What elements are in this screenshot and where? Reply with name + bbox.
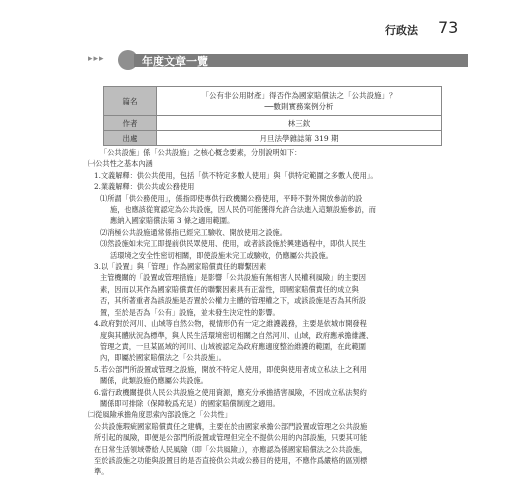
body-line: 否，其所著重者為該設施是否置於公權力主體的管理權之下，或該設施是否為其所設: [100, 296, 366, 306]
body-line: 準。: [94, 467, 109, 477]
page-header: [0, 18, 520, 42]
body-line: 度與其體狀況為標準，與人民生活環境密切相關之自然河川、山域，政府應承擔維護、: [100, 330, 374, 340]
section-banner: [88, 50, 468, 70]
body-line: 施，也應該從寬認定為公共設施，因人民仍可能獲得允許合法進入這類設施參訪，而: [110, 205, 376, 215]
body-line: 2.業義解釋：供公共或公務使用: [94, 182, 195, 192]
body-line: ㈠公共性之基本內涵: [88, 159, 153, 169]
body-line: 至於該設施之功能與設置目的是否直接供公共或公務目的使用，不應作爲嚴格的區別標: [94, 455, 368, 465]
table-row: [104, 131, 442, 146]
body-line: 6.當行政機關提供人民公共設施之使用資源，應充分承擔措害風險，不因成立私法契約: [94, 387, 367, 397]
body-line: 5.若公部門所設置或管理之設施，開放不特定人使用，即使與使用者成立私法上之利用: [94, 364, 367, 374]
author-value: 林三欽: [157, 116, 442, 131]
body-line: 應納入國家賠償法第 3 條之適用範圍。: [110, 216, 235, 226]
triangle-arrows-icon: ▸▸▸: [88, 54, 105, 64]
table-row: [104, 87, 442, 116]
body-line: 關係，此類設施仍應屬公共設施。: [100, 376, 208, 386]
body-line: 所引起的風險，即便是公部門所設置或管理但完全不提供公用的內部設施，只要其可能: [94, 433, 368, 443]
body-line: ⑴所謂「供公務使用」，係指即使專供行政機關公務使用，平時不對外開放參訪的設: [100, 193, 363, 203]
body-line: ⑶然設施如未完工即提前供民眾使用、使用，或者該設施於興建過程中，即供人民生: [100, 239, 366, 249]
banner-bar: [134, 54, 468, 67]
article-meta-table: [103, 86, 442, 146]
body-line: 素，因而以其作為國家賠償責任的聯繫因素具有正當性，即國家賠償責任的成立與: [100, 284, 359, 294]
body-line: 主管機關的「設置或管理措施」是影響「公共設施有無相害人民權利風險」的主要因: [100, 273, 366, 283]
body-line: 3.以「設置」與「管理」作為國家賠償責任的聯繫因素: [94, 262, 267, 272]
source-value: 月旦法學雜誌第 319 期: [157, 131, 442, 146]
body-line: 公共設施瑕疵國家賠償責任之建構，主要在於由國家承擔公部門設置或管理之公共設施: [94, 421, 368, 431]
article-subtitle-line: ──數則實務案例分析: [264, 102, 334, 111]
table-label: 出處: [104, 131, 157, 146]
body-line: ㈡從風險承擔角度思索內部設施之「公共性」: [88, 410, 232, 420]
body-line: 置，至於是否為「公有」設施，並未發生決定性的影響。: [100, 307, 280, 317]
article-body: [88, 147, 438, 478]
body-line: 活環境之安全性密切相關，即使設施未完工或驗收，仍應屬公共設施。: [110, 250, 333, 260]
body-line: 管理之責，一旦某區域的河川、山域被認定為政府應適度整治維護的範圍，在此範圍: [100, 341, 366, 351]
body-line: 4.政府對於河川、山域等自然公物，視情形仍有一定之維護義務，主要是依城市開發程: [94, 319, 367, 329]
table-label: 篇名: [104, 87, 157, 116]
article-title: [157, 87, 442, 116]
table-row: [104, 116, 442, 131]
body-line: 在日常生活領域帶給人民風險（即「公共風險」），亦應認為係國家賠償法之公共設施，: [94, 444, 368, 454]
article-title-line: 「公有非公用財產」得否作為國家賠償法之「公共設施」？: [201, 91, 397, 100]
table-label: 作者: [104, 116, 157, 131]
body-line: ⑵消極公共設施通常係指已經完工驗收、開放使用之設施。: [100, 227, 287, 237]
body-line: 關係即可排除（保障較爲充足）的國家賠償制度之適用。: [100, 398, 280, 408]
page-number: 73: [438, 18, 459, 37]
section-name: 行政法: [385, 24, 418, 37]
body-line: 內，即屬於國家賠償法之「公共設施」。: [100, 353, 226, 363]
body-line: 「公共設施」係「公共設施」之核心概念要素，分別說明如下：: [100, 148, 302, 157]
banner-title: 年度文章一覽: [142, 55, 208, 68]
body-line: 1.文義解釋：供公共使用，包括「供不特定多數人使用」與「供特定範圍之多數人使用」。: [94, 170, 378, 180]
